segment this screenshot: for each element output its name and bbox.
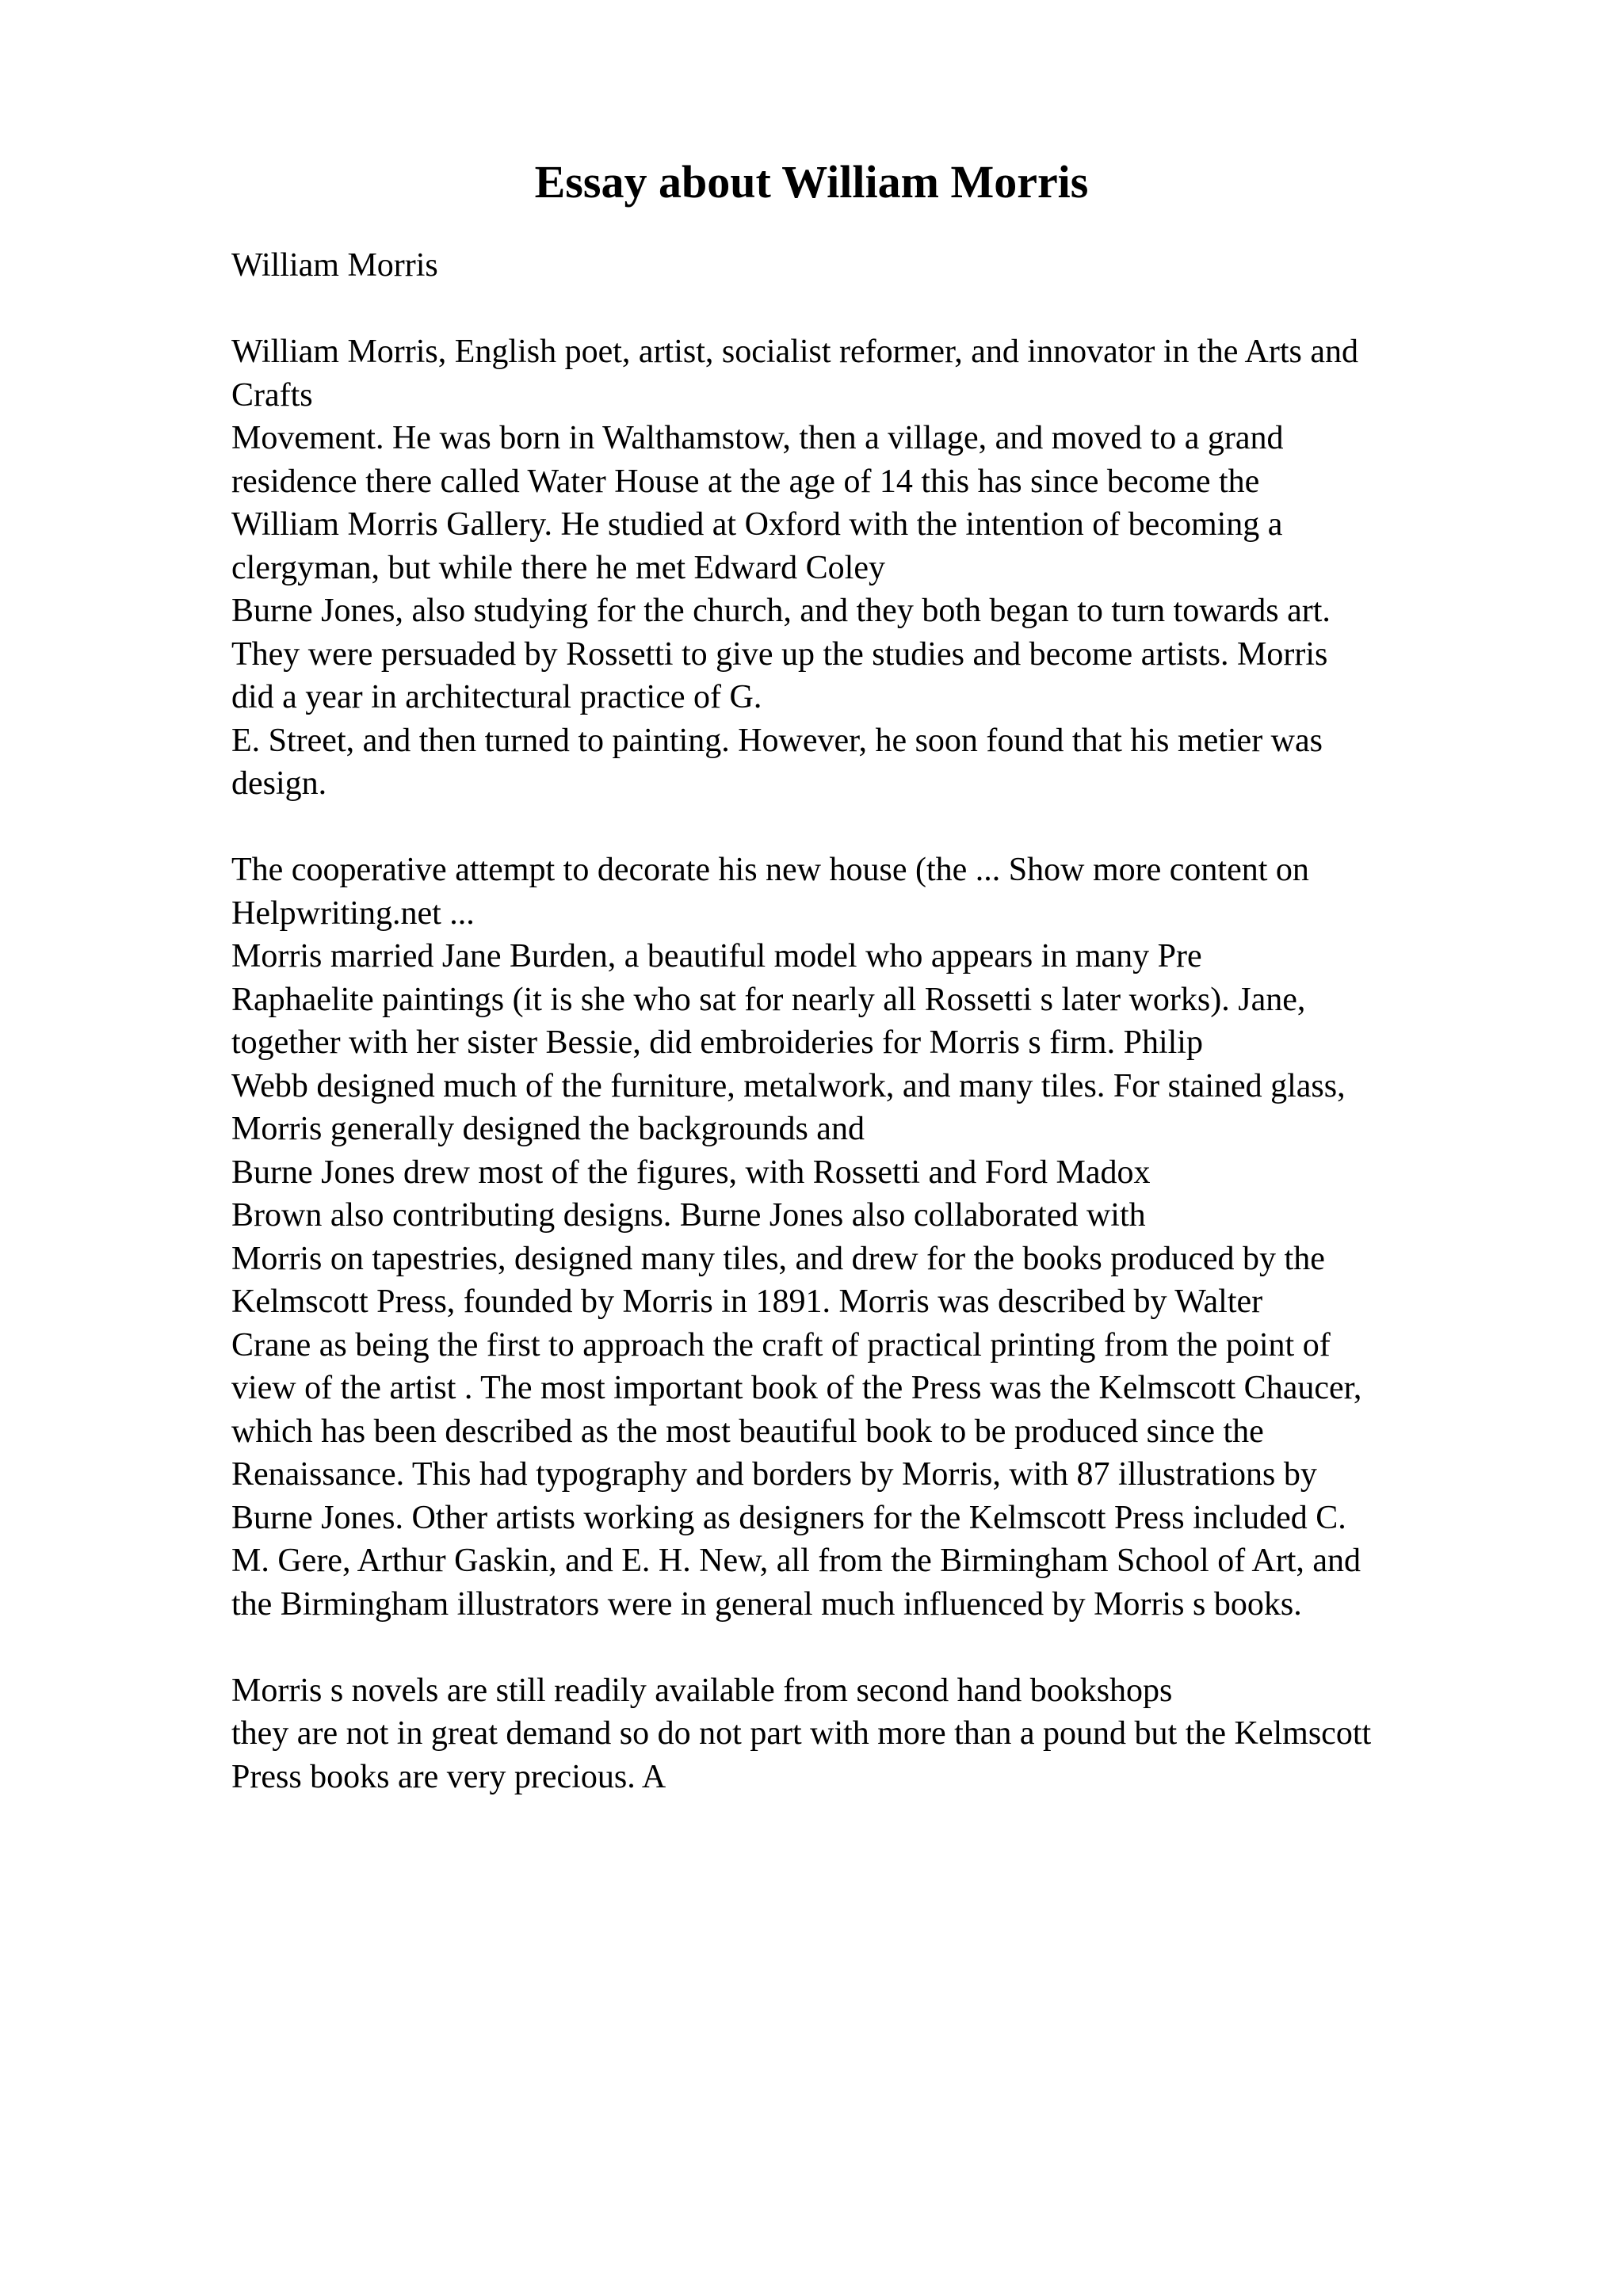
text-line: the Birmingham illustrators were in general much influenced by Morris s books. bbox=[231, 1585, 1302, 1623]
text-line: Crane as being the first to approach the craft of practical printing from the point of bbox=[231, 1326, 1331, 1363]
text-line: They were persuaded by Rossetti to give up the studies and become artists. Morris bbox=[231, 635, 1328, 673]
text-line: William Morris, English poet, artist, socialist reformer, and innovator in the Arts and bbox=[231, 334, 1359, 370]
text-line: did a year in architectural practice of G. bbox=[231, 679, 762, 715]
text-line: Morris on tapestries, designed many tiles, and drew for the books produced by the bbox=[231, 1240, 1325, 1277]
text-line: Burne Jones drew most of the figures, with Rossetti and Ford Madox bbox=[231, 1154, 1151, 1191]
text-line: Raphaelite paintings (it is she who sat for nearly all Rossetti s later works). Jane, bbox=[231, 981, 1306, 1018]
document-body bbox=[231, 244, 1515, 1798]
text-line: design. bbox=[231, 765, 327, 802]
text-line: M. Gere, Arthur Gaskin, and E. H. New, all from the Birmingham School of Art, and bbox=[231, 1543, 1361, 1579]
text-line: which has been described as the most beautiful book to be produced since the bbox=[231, 1413, 1264, 1450]
text-line: clergyman, but while there he met Edward Coley bbox=[231, 549, 885, 586]
text-line: together with her sister Bessie, did embroideries for Morris s firm. Philip bbox=[231, 1024, 1203, 1061]
text-line: Burne Jones, also studying for the church, and they both began to turn towards art. bbox=[231, 593, 1331, 629]
text-line: Crafts bbox=[231, 376, 313, 414]
text-line: Movement. He was born in Walthamstow, then a village, and moved to a grand bbox=[231, 420, 1284, 456]
text-line: E. Street, and then turned to painting. However, he soon found that his metier was bbox=[231, 722, 1323, 759]
paragraph-spacer bbox=[231, 288, 1515, 331]
paragraph-3 bbox=[231, 1669, 1515, 1799]
paragraph-spacer bbox=[231, 1626, 1515, 1669]
text-line: Morris married Jane Burden, a beautiful model who appears in many Pre bbox=[231, 938, 1202, 974]
text-line: Renaissance. This had typography and borders by Morris, with 87 illustrations by bbox=[231, 1456, 1317, 1493]
paragraph-2 bbox=[231, 849, 1515, 1626]
text-line: Press books are very precious. A bbox=[231, 1758, 666, 1795]
text-line: Kelmscott Press, founded by Morris in 1891. Morris was described by Walter bbox=[231, 1283, 1263, 1320]
text-line: residence there called Water House at the age of 14 this has since become the bbox=[231, 463, 1260, 500]
paragraph-spacer bbox=[231, 806, 1515, 849]
text-line: The cooperative attempt to decorate his new house (the ... Show more content on bbox=[231, 852, 1309, 888]
text-line: Morris s novels are still readily available from second hand bookshops bbox=[231, 1672, 1173, 1709]
document-heading: William Morris bbox=[231, 247, 438, 284]
text-line: Morris generally designed the backgrounds and bbox=[231, 1111, 865, 1147]
text-line: Webb designed much of the furniture, metalwork, and many tiles. For stained glass, bbox=[231, 1067, 1346, 1104]
paragraph-1 bbox=[231, 330, 1515, 806]
text-line: they are not in great demand so do not part with more than a pound but the Kelmscott bbox=[231, 1715, 1372, 1752]
document-title: Essay about William Morris bbox=[534, 156, 1089, 208]
text-line: view of the artist . The most important book of the Press was the Kelmscott Chaucer, bbox=[231, 1370, 1362, 1406]
text-line: Brown also contributing designs. Burne Jones also collaborated with bbox=[231, 1197, 1146, 1234]
text-line: Burne Jones. Other artists working as designers for the Kelmscott Press included C. bbox=[231, 1499, 1346, 1536]
text-line: Helpwriting.net ... bbox=[231, 894, 475, 932]
text-line: William Morris Gallery. He studied at Oxford with the intention of becoming a bbox=[231, 506, 1283, 543]
